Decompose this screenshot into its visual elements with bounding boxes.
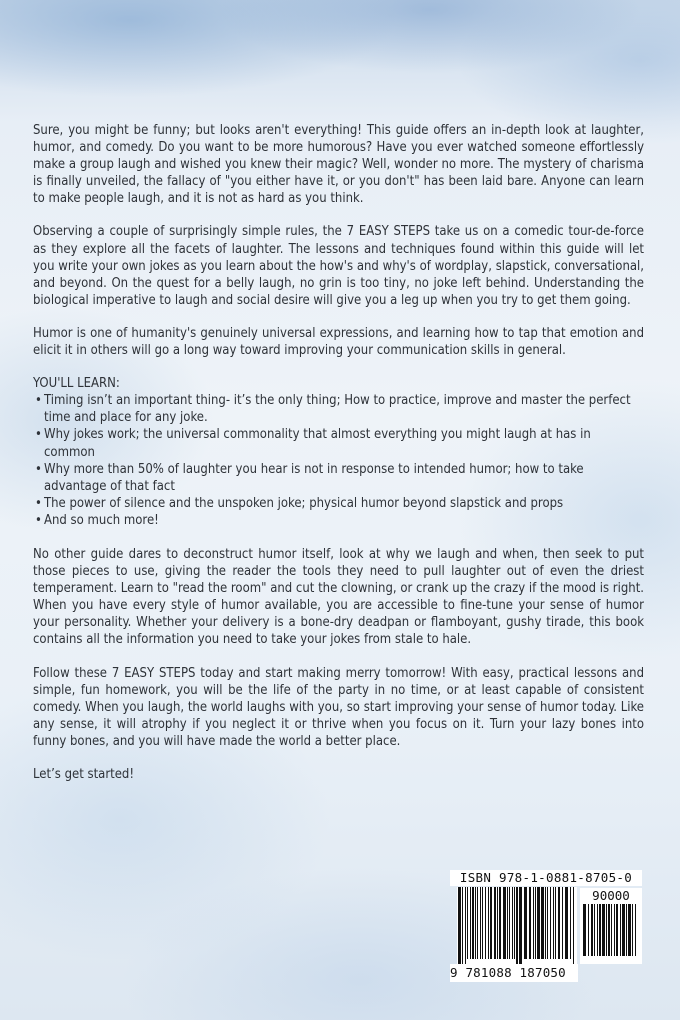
barcode-bar [529, 887, 531, 959]
barcode-bar [524, 887, 527, 959]
list-item: • Why jokes work; the universal commonality that almost everything you might laugh at has in common [33, 426, 644, 460]
barcode-bar [622, 904, 625, 956]
barcode-bars [457, 887, 577, 965]
list-item: • Why more than 50% of laughter you hear is not in response to intended humor; how to take advantage of that fact [33, 461, 644, 495]
barcode-bar [503, 887, 506, 959]
barcode-bar [562, 887, 563, 959]
barcode-bar [541, 887, 544, 959]
barcode-bar [608, 904, 610, 956]
barcode-bar [620, 904, 621, 956]
barcode-bar [480, 887, 481, 959]
barcode-bar [475, 887, 476, 959]
back-cover-text [33, 122, 644, 783]
barcode-bar [472, 887, 474, 959]
barcode-bar [547, 887, 548, 959]
closing-line: Let’s get started! [33, 767, 135, 782]
ean-digits: 9 781088 187050 [450, 964, 578, 982]
barcode-bar [611, 904, 612, 956]
barcode-bar [514, 887, 515, 959]
barcode-bar [570, 887, 571, 959]
isbn-label: ISBN 978-1-0881-8705-0 [450, 870, 642, 886]
barcode-bar [626, 904, 627, 956]
barcode-bar [628, 904, 631, 956]
steps-paragraph: Observing a couple of surprisingly simple rules, the 7 EASY STEPS take us on a comedic tour-de-force as they explore all the facets of laughter. The lessons and techniques found within this guide will let you write your own jokes as you learn about the how's and why's of wordplay, slapstick, conversational, and beyond. On the quest for a belly laugh, no grin is too tiny, no joke left behind. Understanding the biological imperative to laugh and social desire will give you a leg up when you try to get them going. [33, 224, 644, 308]
barcode-bar [555, 887, 556, 959]
barcode-bar [494, 887, 496, 959]
list-item: • And so much more! [33, 512, 644, 529]
barcode-bar [488, 887, 489, 959]
barcode-bar [632, 904, 633, 956]
barcode-bar [597, 904, 598, 956]
barcode-bar [519, 887, 522, 965]
barcode-bar [535, 887, 536, 959]
barcode-bar [599, 904, 601, 956]
barcode-bar [635, 904, 636, 956]
barcode-bar [533, 887, 534, 959]
addon-bars [582, 904, 640, 964]
barcode-bar [467, 887, 468, 959]
barcode-bar [583, 904, 586, 956]
barcode-bar [616, 904, 618, 956]
barcode-bar [602, 904, 605, 956]
barcode-bar [558, 887, 560, 959]
barcode-bar [470, 887, 471, 959]
barcode-bar [573, 887, 574, 965]
barcode-bar [594, 904, 595, 956]
learn-list [33, 392, 644, 529]
barcode-bar [591, 904, 593, 956]
barcode-bar [477, 887, 478, 959]
barcode-bar [499, 887, 501, 959]
barcode-bar [490, 887, 492, 959]
barcode-bar [588, 904, 589, 956]
barcode-bar [545, 887, 546, 959]
deconstruct-paragraph: No other guide dares to deconstruct humor itself, look at why we laugh and when, then seek to put those pieces to use, giving the reader the tools they need to pull laughter out of even the driest temperament. Learn to "read the room" and cut the clowning, or crank up the crazy if the mood is right. When you have every style of humor available, you are accessible to fine-tune your sense of humor your personality. Whether your delivery is a bone-dry deadpan or flamboyant, gushy tirade, this book contains all the information you need to take your jokes from stale to hale. [33, 546, 644, 648]
barcode-bar [516, 887, 518, 965]
barcode-bar [537, 887, 540, 959]
barcode-bar [462, 887, 463, 965]
list-item: • Timing isn’t an important thing- it’s the only thing; How to practice, improve and master the perfect time and place for any joke. [33, 392, 644, 426]
barcode-bar [606, 904, 607, 956]
barcode-bar [482, 887, 483, 959]
humor-paragraph: Humor is one of humanity's genuinely universal expressions, and learning how to tap that emotion and elicit it in others will go a long way toward improving your communication skills in general. [33, 325, 644, 359]
barcode-bar [497, 887, 498, 959]
barcode-bar [512, 887, 513, 959]
barcode-bar [553, 887, 554, 959]
learn-heading: YOU'LL LEARN: [33, 376, 120, 392]
barcode-bar [550, 887, 551, 959]
intro-paragraph: Sure, you might be funny; but looks aren't everything! This guide offers an in-depth look at laughter, humor, and comedy. Do you want to be more humorous? Have you ever watched someone effortlessly make a group laugh and wished you knew their magic? Well, wonder no more. The mystery of charisma is finally unveiled, the fallacy of "you either have it, or you don't" has been laid bare. Anyone can learn to make people laugh, and it is not as hard as you think. [33, 123, 644, 207]
barcode-bar [614, 904, 615, 956]
barcode-bar [507, 887, 508, 959]
barcode-bar [485, 887, 486, 959]
barcode-bar [565, 887, 568, 959]
list-item: • The power of silence and the unspoken joke; physical humor beyond slapstick and props [33, 495, 644, 512]
barcode-bar [465, 887, 466, 965]
follow-paragraph: Follow these 7 EASY STEPS today and start making merry tomorrow! With easy, practical lessons and simple, fun homework, you will be the life of the party in no time, or at least capable of consistent comedy. When you laugh, the world laughs with you, so start improving your sense of humor today. Like any sense, it will atrophy if you neglect it or thrive when you focus on it. Turn your lazy bones into funny bones, and you will have made the world a better place. [33, 665, 644, 749]
addon-digits: 90000 [592, 888, 630, 903]
barcode-bar [509, 887, 510, 959]
barcode-bar [458, 887, 461, 965]
